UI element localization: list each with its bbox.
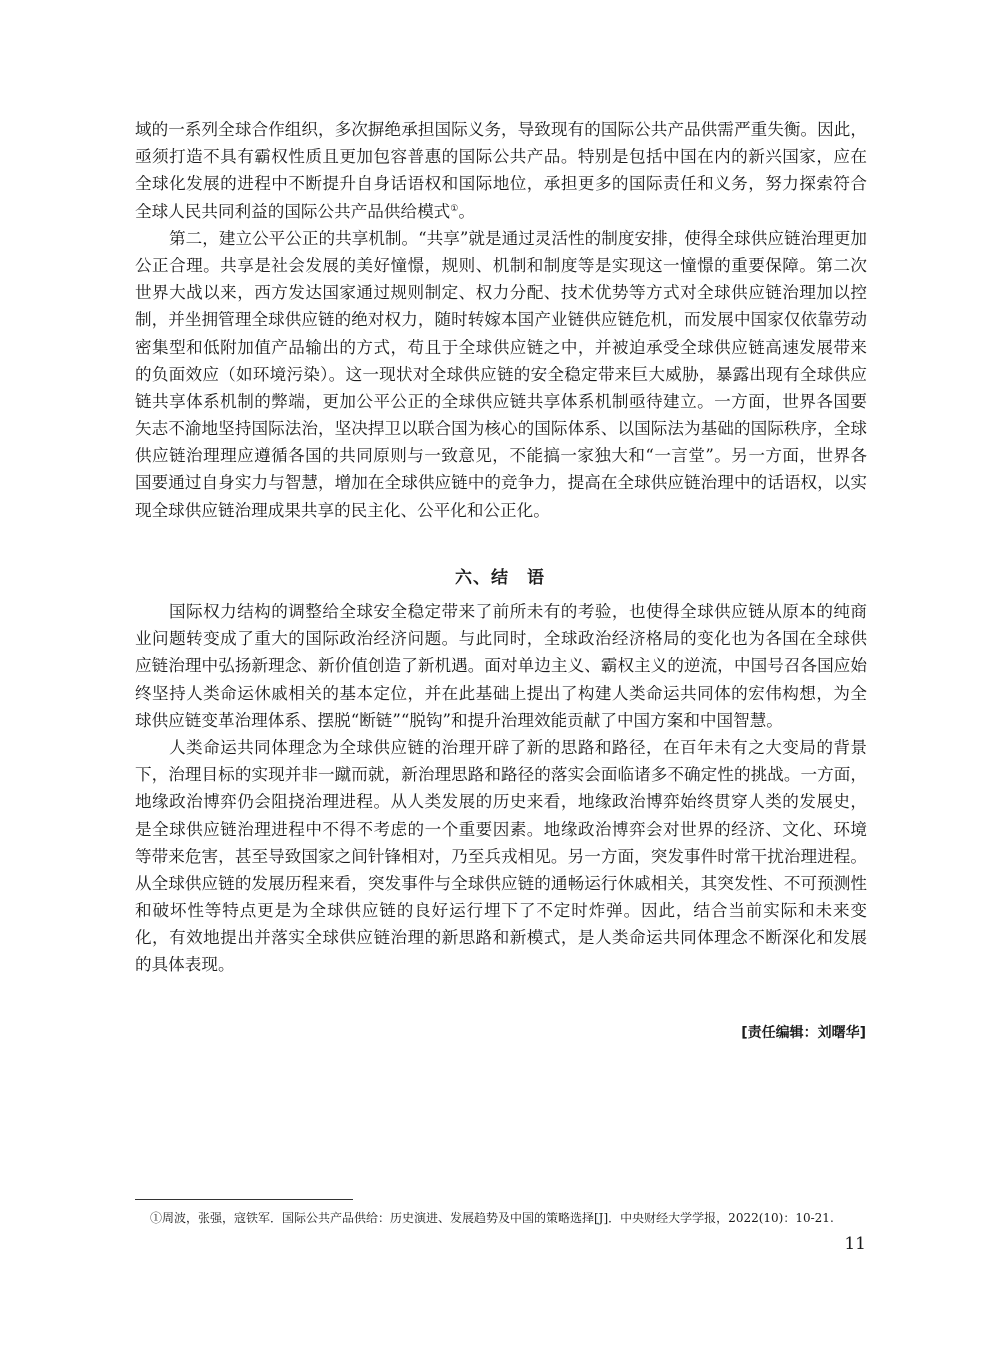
editor-note: [责任编辑：刘曙华] — [741, 1025, 866, 1041]
body-text-conclusion — [135, 598, 867, 979]
section-heading: 六、结 语 — [455, 568, 545, 588]
text-line: 终坚持人类命运休戚相关的基本定位，并在此基础上提出了构建人类命运共同体的宏伟构想，为全 — [135, 683, 867, 703]
paragraph — [135, 116, 867, 225]
text-line: 业问题转变成了重大的国际政治经济问题。与此同时，全球政治经济格局的变化也为各国在全球供 — [135, 629, 867, 649]
text-line: 是全球供应链治理进程中不得不考虑的一个重要因素。地缘政治博弈会对世界的经济、文化、环境 — [135, 819, 867, 839]
page-number: 11 — [844, 1234, 866, 1254]
text-line: 供应链治理理应遵循各国的共同原则与一致意见，不能搞一家独大和“一言堂”。另一方面，世界各 — [135, 446, 867, 466]
text-line: 的负面效应（如环境污染）。这一现状对全球供应链的安全稳定带来巨大威胁，暴露出现有全球供应 — [135, 364, 867, 384]
text-line: 现全球供应链治理成果共享的民主化、公平化和公正化。 — [135, 500, 550, 520]
text-line: 全球人民共同利益的国际公共产品供给模式①。 — [135, 201, 475, 221]
text-line: 世界大战以来，西方发达国家通过规则制定、权力分配、技术优势等方式对全球供应链治理加以控 — [135, 283, 867, 303]
text-line: 地缘政治博弈仍会阻挠治理进程。从人类发展的历史来看，地缘政治博弈始终贯穿人类的发展史， — [135, 792, 867, 812]
text-line: 等带来危害，甚至导致国家之间针锋相对，乃至兵戎相见。另一方面，突发事件时常干扰治理进程。 — [135, 846, 867, 866]
text-line: 链共享体系机制的弊端，更加公平公正的全球供应链共享体系机制亟待建立。一方面，世界各国要 — [135, 391, 867, 411]
body-text-top — [135, 116, 867, 524]
text-line: 公正合理。共享是社会发展的美好憧憬，规则、机制和制度等是实现这一憧憬的重要保障。第二次 — [135, 255, 867, 275]
text-line: 的具体表现。 — [135, 955, 235, 975]
text-line: 全球化发展的进程中不断提升自身话语权和国际地位，承担更多的国际责任和义务，努力探索符合 — [135, 174, 867, 194]
text-line: 国要通过自身实力与智慧，增加在全球供应链中的竞争力，提高在全球供应链治理中的话语权，以实 — [135, 473, 867, 493]
text-line: 化，有效地提出并落实全球供应链治理的新思路和新模式，是人类命运共同体理念不断深化和发展 — [135, 928, 867, 948]
text-line: 制，并坐拥管理全球供应链的绝对权力，随时转嫁本国产业链供应链危机，而发展中国家仅依靠劳动 — [135, 310, 867, 330]
text-line: 球供应链变革治理体系、摆脱“断链”“脱钩”和提升治理效能贡献了中国方案和中国智慧。 — [135, 710, 783, 730]
paragraph — [135, 598, 867, 734]
text-line: 第二，建立公平公正的共享机制。“共享”就是通过灵活性的制度安排，使得全球供应链治理更加 — [169, 228, 867, 248]
text-line: 国际权力结构的调整给全球安全稳定带来了前所未有的考验，也使得全球供应链从原本的纯商 — [169, 602, 867, 621]
paragraph — [135, 225, 867, 524]
text-line: 亟须打造不具有霸权性质且更加包容普惠的国际公共产品。特别是包括中国在内的新兴国家，应在 — [135, 147, 867, 167]
text-line: 从全球供应链的发展历程来看，突发事件与全球供应链的通畅运行休戚相关，其突发性、不可预测性 — [135, 873, 867, 893]
footnote-divider — [135, 1199, 353, 1200]
footnote: ①周波，张强，寇铁军．国际公共产品供给：历史演进、发展趋势及中国的策略选择[J]．中央财经大学学报，2022(10)：10-21. — [150, 1211, 834, 1225]
text-line: 矢志不渝地坚持国际法治，坚决捍卫以联合国为核心的国际体系、以国际法为基础的国际秩序，全球 — [135, 419, 867, 439]
footnote-ref[interactable]: ① — [450, 203, 459, 214]
text-line: 密集型和低附加值产品输出的方式，苟且于全球供应链之中，并被迫承受全球供应链高速发展带来 — [135, 337, 867, 357]
text-line: 下，治理目标的实现并非一蹴而就，新治理思路和路径的落实会面临诸多不确定性的挑战。一方面， — [135, 765, 867, 785]
text-line: 应链治理中弘扬新理念、新价值创造了新机遇。面对单边主义、霸权主义的逆流，中国号召各国应始 — [135, 656, 867, 676]
text-line: 人类命运共同体理念为全球供应链的治理开辟了新的思路和路径，在百年未有之大变局的背景 — [169, 737, 867, 757]
text-line: 和破坏性等特点更是为全球供应链的良好运行埋下了不定时炸弹。因此，结合当前实际和未来变 — [135, 901, 867, 921]
paragraph — [135, 734, 867, 979]
text-line: 域的一系列全球合作组织，多次摒绝承担国际义务，导致现有的国际公共产品供需严重失衡。因此， — [135, 120, 867, 139]
